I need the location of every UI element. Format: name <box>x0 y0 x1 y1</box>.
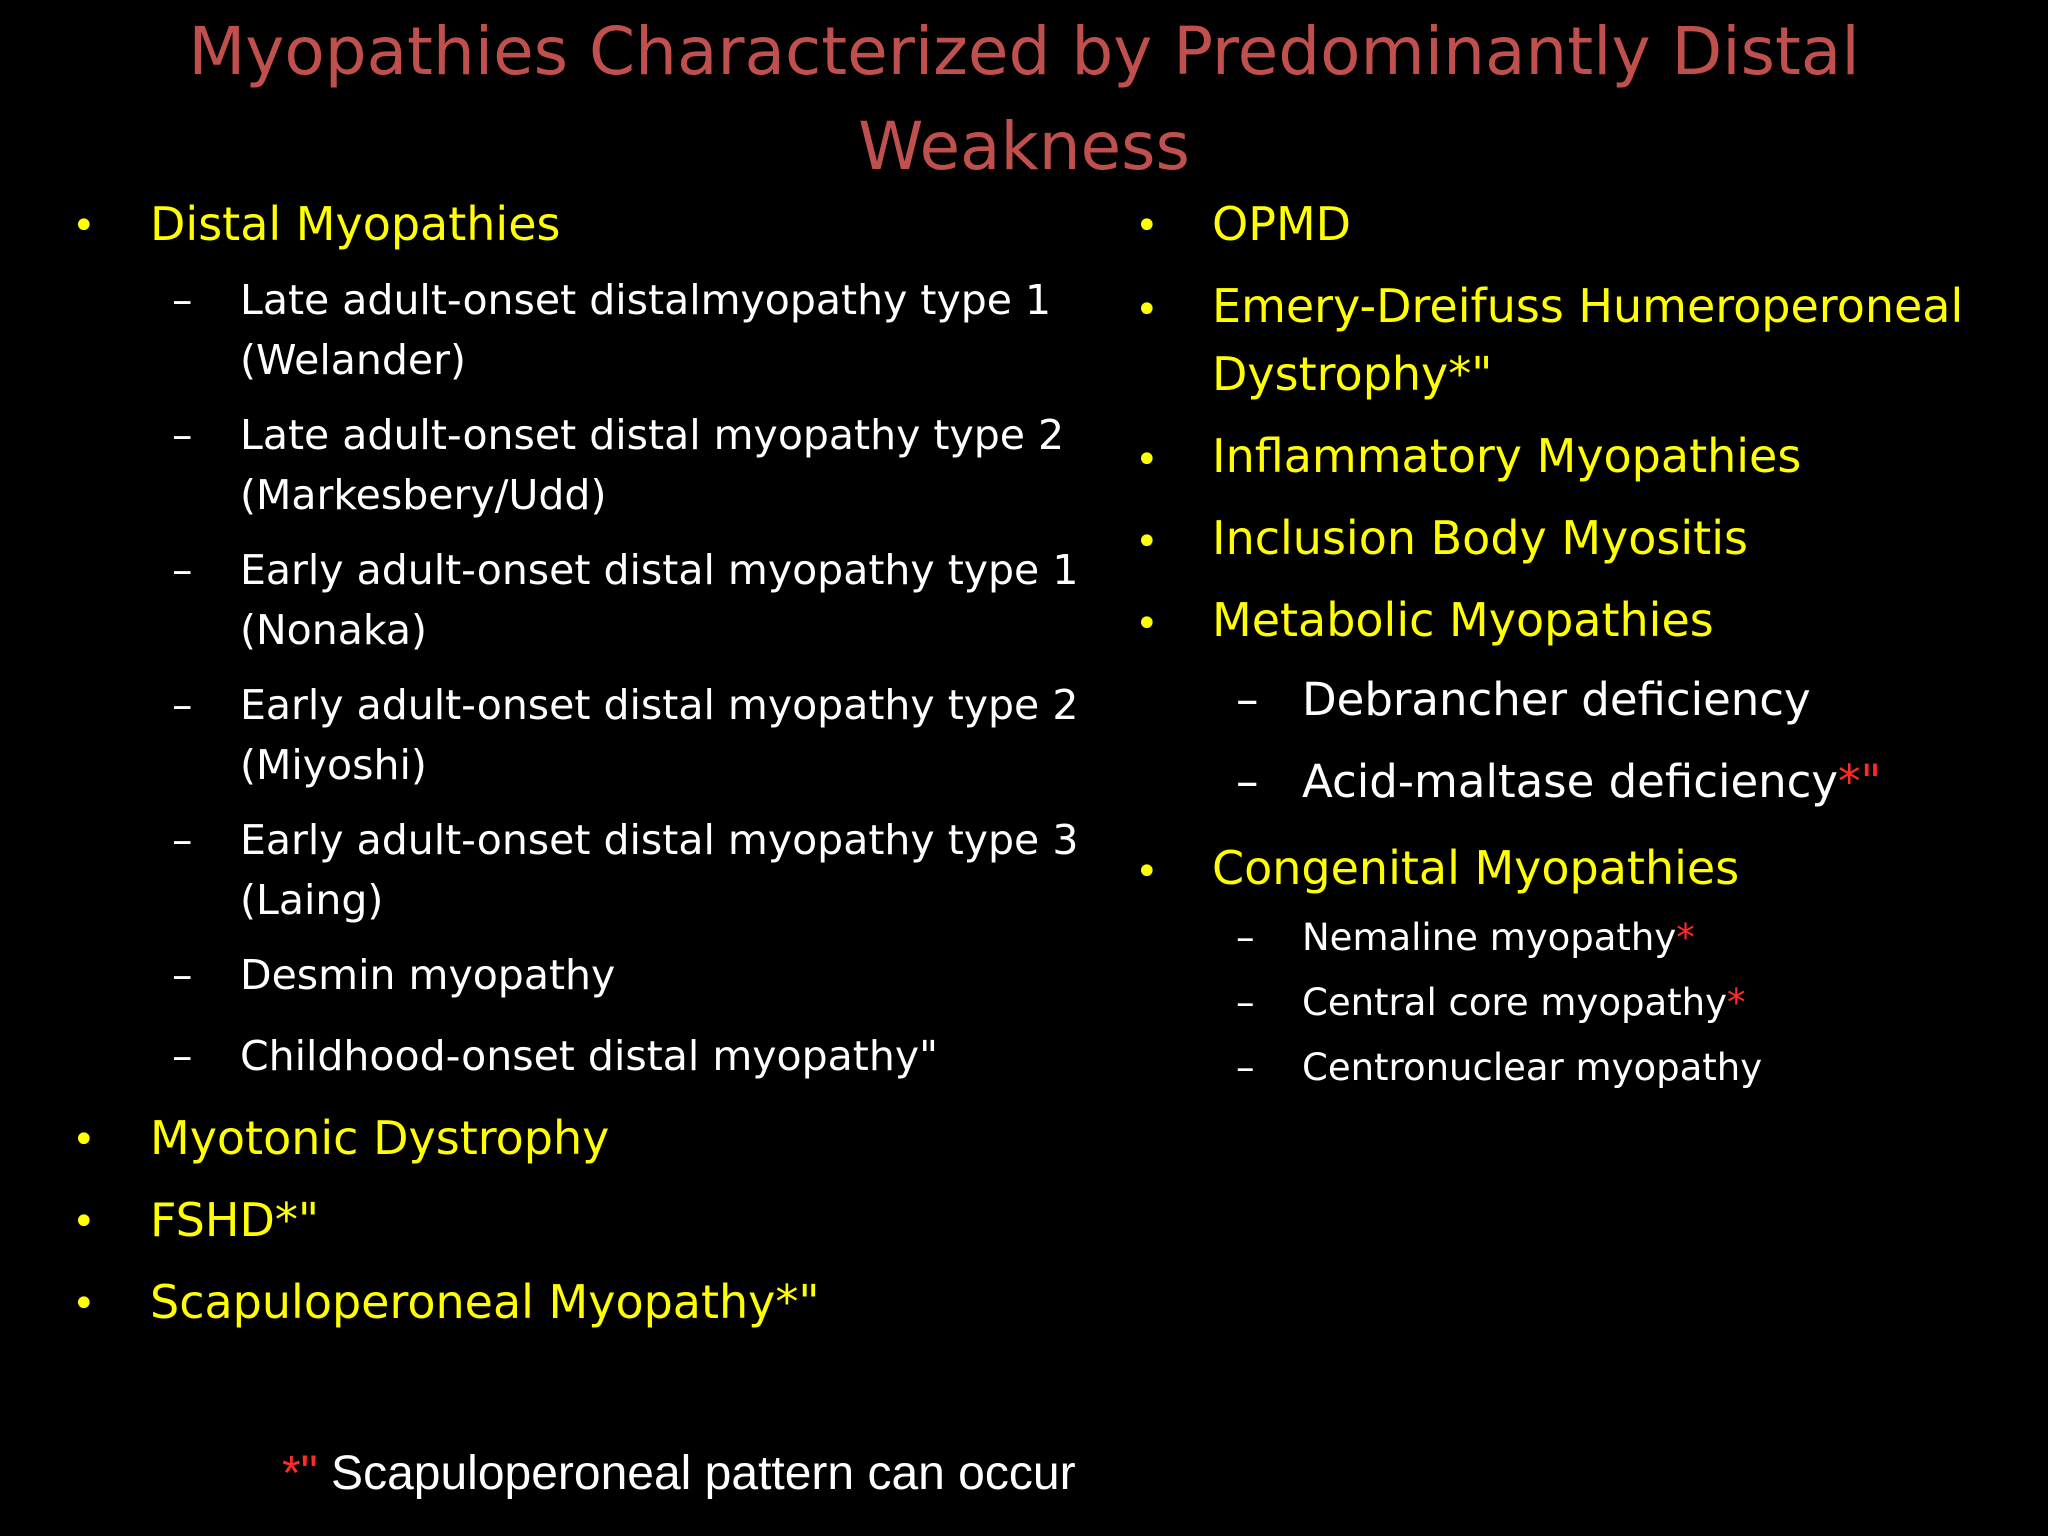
dash-icon: – <box>172 816 193 864</box>
list-item-scapuloperoneal: Scapuloperoneal Myopathy*" <box>150 1275 820 1329</box>
list-item-fshd: FSHD*" <box>150 1193 320 1247</box>
dash-icon: – <box>172 276 193 324</box>
dash-icon: – <box>1236 981 1255 1024</box>
dash-icon: – <box>172 546 193 594</box>
list-item-myotonic-dystrophy: Myotonic Dystrophy <box>150 1111 610 1165</box>
dash-icon: – <box>1236 755 1259 808</box>
sub-item-acid-maltase <box>1302 752 1881 812</box>
footnote-marker: * <box>1726 981 1746 1024</box>
sub-item-miyoshi: Early adult-onset distal myopathy type 2 (Miyoshi) <box>240 681 1079 789</box>
sub-item-central-core-label: Central core myopathy <box>1302 981 1727 1024</box>
sub-item-nonaka: Early adult-onset distal myopathy type 1 (Nonaka) <box>240 546 1079 654</box>
dash-icon: – <box>1236 673 1259 726</box>
bullet-icon: • <box>1135 519 1159 565</box>
bullet-icon: • <box>72 1117 96 1163</box>
dash-icon: – <box>172 681 193 729</box>
sub-item-desmin: Desmin myopathy <box>240 951 616 999</box>
list-item-metabolic: Metabolic Myopathies <box>1212 593 1714 647</box>
list-item-inflammatory: Inflammatory Myopathies <box>1212 429 1802 483</box>
sub-item-laing: Early adult-onset distal myopathy type 3 (Laing) <box>240 816 1079 924</box>
dash-icon: – <box>1236 1046 1255 1089</box>
sub-item-nemaline-label: Nemaline myopathy <box>1302 916 1677 959</box>
bullet-icon: • <box>1135 849 1159 895</box>
sub-item-acid-maltase-label: Acid-maltase deficiency <box>1302 755 1839 808</box>
sub-item-centronuclear: Centronuclear myopathy <box>1302 1046 1763 1089</box>
footnote <box>282 1444 1076 1504</box>
list-item-emery-dreifuss: Emery-Dreifuss Humeroperoneal Dystrophy*" <box>1212 279 1964 401</box>
slide-title: Myopathies Characterized by Predominantly Distal Weakness <box>188 13 1860 185</box>
list-item-congenital: Congenital Myopathies <box>1212 841 1740 895</box>
bullet-icon: • <box>1135 203 1159 249</box>
dash-icon: – <box>172 411 193 459</box>
sub-item-welander: Late adult-onset distalmyopathy type 1 (Welander) <box>240 276 1052 384</box>
list-item-inclusion-body: Inclusion Body Myositis <box>1212 511 1748 565</box>
bullet-icon: • <box>72 203 96 249</box>
dash-icon: – <box>172 951 193 999</box>
sub-item-central-core <box>1302 979 1745 1027</box>
bullet-icon: • <box>1135 601 1159 647</box>
sub-item-childhood: Childhood-onset distal myopathy" <box>240 1032 938 1080</box>
bullet-icon: • <box>72 1281 96 1327</box>
footnote-marker: *" <box>282 1447 318 1500</box>
bullet-icon: • <box>1135 287 1159 333</box>
footnote-marker: * <box>1676 916 1695 959</box>
list-item-distal-myopathies: Distal Myopathies <box>150 197 561 251</box>
dash-icon: – <box>1236 916 1255 959</box>
footnote-marker: *" <box>1838 755 1882 808</box>
list-item-opmd: OPMD <box>1212 197 1352 251</box>
bullet-icon: • <box>72 1199 96 1245</box>
dash-icon: – <box>172 1032 193 1080</box>
bullet-icon: • <box>1135 437 1159 483</box>
footnote-text: Scapuloperoneal pattern can occur <box>317 1447 1076 1500</box>
sub-item-debrancher: Debrancher deficiency <box>1302 673 1811 726</box>
sub-item-nemaline <box>1302 914 1695 962</box>
sub-item-markesbery: Late adult-onset distal myopathy type 2 (Markesbery/Udd) <box>240 411 1065 519</box>
